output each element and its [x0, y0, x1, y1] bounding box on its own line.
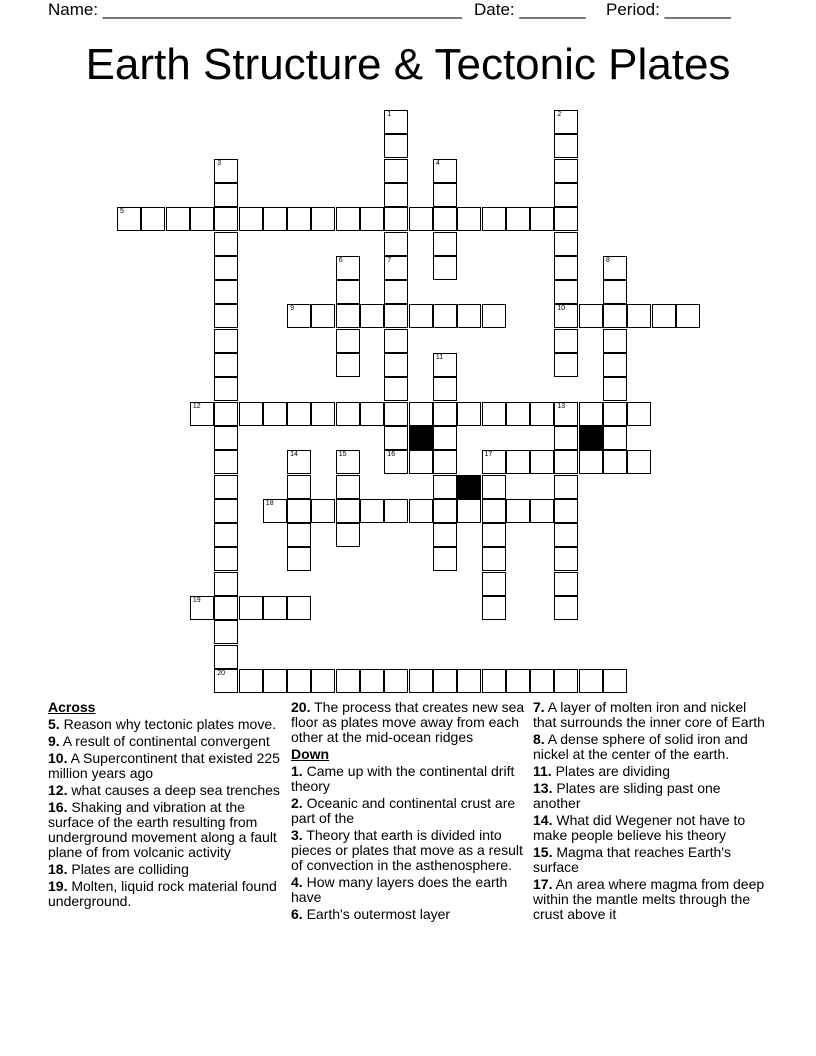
name-field[interactable]: Name: ______________________________________: [48, 0, 463, 19]
grid-cell[interactable]: [239, 402, 263, 426]
clue-item: [48, 751, 284, 781]
grid-cell[interactable]: [433, 232, 457, 256]
grid-cell[interactable]: [263, 402, 287, 426]
clue-num: 6.: [291, 906, 303, 922]
clue-num: 18.: [48, 861, 68, 877]
grid-cell[interactable]: [554, 256, 578, 280]
grid-cell[interactable]: [214, 547, 238, 571]
grid-cell[interactable]: [311, 207, 335, 231]
clue-num: 19.: [48, 878, 68, 894]
clue-text: A result of continental convergent: [59, 733, 270, 749]
grid-cell[interactable]: [214, 353, 238, 377]
grid-cell[interactable]: [554, 159, 578, 183]
grid-cell[interactable]: [287, 669, 311, 693]
grid-cell[interactable]: [287, 402, 311, 426]
clue-number: 2: [557, 111, 562, 118]
grid-cell[interactable]: [336, 207, 360, 231]
grid-cell[interactable]: [336, 450, 360, 474]
clue-item: [533, 813, 769, 843]
grid-cell[interactable]: [214, 499, 238, 523]
clue-item: [291, 875, 527, 905]
grid-cell[interactable]: [603, 304, 627, 328]
grid-cell[interactable]: [433, 499, 457, 523]
grid-cell[interactable]: [603, 280, 627, 304]
grid-cell[interactable]: [214, 280, 238, 304]
clue-num: 5.: [48, 716, 60, 732]
grid-cell[interactable]: [530, 450, 554, 474]
clues-column-2: [291, 700, 527, 924]
grid-cell[interactable]: [433, 475, 457, 499]
clue-num: 13.: [533, 780, 553, 796]
clue-number: 16: [387, 451, 396, 459]
clue-item: [48, 862, 284, 877]
clue-text: A dense sphere of solid iron and nickel at the center of the earth.: [533, 731, 748, 762]
grid-cell[interactable]: [433, 377, 457, 401]
clue-num: 8.: [533, 731, 545, 747]
grid-cell[interactable]: [214, 572, 238, 596]
grid-cell[interactable]: [482, 523, 506, 547]
grid-cell[interactable]: [214, 475, 238, 499]
grid-cell[interactable]: [554, 232, 578, 256]
clue-num: 11.: [533, 763, 552, 779]
clue-item: [291, 796, 527, 826]
grid-cell[interactable]: [384, 402, 408, 426]
grid-cell[interactable]: [214, 207, 238, 231]
grid-cell[interactable]: [579, 450, 603, 474]
grid-cell[interactable]: [214, 645, 238, 669]
grid-cell[interactable]: [433, 256, 457, 280]
grid-cell[interactable]: [384, 256, 408, 280]
clue-num: 1.: [291, 763, 303, 779]
grid-cell[interactable]: [360, 402, 384, 426]
grid-cell[interactable]: [239, 669, 263, 693]
clue-item: [533, 845, 769, 875]
grid-cell[interactable]: [676, 304, 700, 328]
grid-cell[interactable]: [336, 499, 360, 523]
grid-cell[interactable]: [214, 304, 238, 328]
clue-item: [533, 700, 769, 730]
grid-cell[interactable]: [214, 256, 238, 280]
grid-cell[interactable]: [287, 523, 311, 547]
grid-cell[interactable]: [409, 402, 433, 426]
black-square: [457, 475, 481, 499]
grid-cell[interactable]: [457, 669, 481, 693]
grid-cell[interactable]: [603, 450, 627, 474]
grid-cell[interactable]: [287, 499, 311, 523]
grid-cell[interactable]: [336, 329, 360, 353]
grid-cell[interactable]: [214, 523, 238, 547]
grid-cell[interactable]: [263, 596, 287, 620]
grid-cell[interactable]: [554, 499, 578, 523]
clue-number: 13: [557, 402, 566, 410]
clue-item: [291, 828, 527, 873]
clue-item: [48, 717, 284, 732]
clue-item: [533, 764, 769, 779]
grid-cell[interactable]: [433, 547, 457, 571]
grid-cell[interactable]: [287, 450, 311, 474]
grid-cell[interactable]: [603, 669, 627, 693]
grid-cell[interactable]: [336, 304, 360, 328]
clue-number: 9: [290, 305, 294, 313]
grid-cell[interactable]: [603, 426, 627, 450]
clue-number: 15: [338, 451, 347, 459]
grid-cell[interactable]: [554, 304, 578, 328]
clue-text: A Supercontinent that existed 225 million years ago: [48, 750, 280, 781]
clue-number: 8: [606, 256, 610, 264]
grid-cell[interactable]: [603, 256, 627, 280]
grid-cell[interactable]: [433, 207, 457, 231]
grid-cell[interactable]: [384, 377, 408, 401]
grid-cell[interactable]: [360, 207, 384, 231]
grid-cell[interactable]: [457, 304, 481, 328]
clues-column-3: [533, 700, 769, 924]
grid-cell[interactable]: [336, 402, 360, 426]
clue-num: 12.: [48, 782, 68, 798]
clue-text: Came up with the continental drift theory: [291, 763, 515, 794]
grid-cell[interactable]: [506, 450, 530, 474]
grid-cell[interactable]: [214, 450, 238, 474]
grid-cell[interactable]: [263, 499, 287, 523]
clue-number: 20: [217, 669, 225, 677]
grid-cell[interactable]: [287, 596, 311, 620]
clue-heading: Down: [291, 746, 330, 762]
clue-item: [291, 764, 527, 794]
clue-num: 9.: [48, 733, 60, 749]
clue-number: 3: [217, 159, 222, 167]
grid-cell[interactable]: [482, 304, 506, 328]
grid-cell[interactable]: [384, 159, 408, 183]
page-title: Earth Structure & Tectonic Plates: [85, 40, 731, 89]
grid-cell[interactable]: [482, 450, 506, 474]
clue-text: Reason why tectonic plates move.: [59, 716, 277, 732]
clue-number: 18: [265, 499, 274, 507]
clue-text: What did Wegener not have to make people believe his theory: [533, 812, 746, 843]
grid-cell[interactable]: [627, 304, 651, 328]
grid-cell[interactable]: [214, 620, 238, 644]
grid-cell[interactable]: [554, 426, 578, 450]
grid-cell[interactable]: [433, 159, 457, 183]
grid-cell[interactable]: [433, 669, 457, 693]
grid-cell[interactable]: [530, 207, 554, 231]
grid-cell[interactable]: [287, 207, 311, 231]
grid-cell[interactable]: [214, 183, 238, 207]
clue-item: [533, 781, 769, 811]
clue-text: Shaking and vibration at the surface of the earth resulting from underground movement along a fault plane of from volcanic activity: [48, 799, 277, 860]
clue-item: [533, 732, 769, 762]
clue-num: 16.: [48, 799, 68, 815]
grid-cell[interactable]: [384, 450, 408, 474]
grid-cell[interactable]: [214, 426, 238, 450]
clue-text: Theory that earth is divided into pieces or plates that move as a result of convection in the asthenosphere.: [291, 827, 523, 873]
clue-item: [48, 783, 284, 798]
grid-cell[interactable]: [214, 402, 238, 426]
grid-cell[interactable]: [384, 134, 408, 158]
grid-cell[interactable]: [482, 572, 506, 596]
grid-cell[interactable]: [530, 402, 554, 426]
grid-cell[interactable]: [360, 499, 384, 523]
grid-cell[interactable]: [554, 450, 578, 474]
grid-cell[interactable]: [214, 232, 238, 256]
grid-cell[interactable]: [336, 280, 360, 304]
clue-item: [291, 700, 527, 745]
grid-cell[interactable]: [336, 669, 360, 693]
clue-num: 17.: [533, 876, 553, 892]
grid-cell[interactable]: [457, 402, 481, 426]
grid-cell[interactable]: [603, 377, 627, 401]
grid-cell[interactable]: [336, 353, 360, 377]
clues-column-1: [48, 700, 284, 911]
grid-cell[interactable]: [554, 353, 578, 377]
grid-cell[interactable]: [433, 353, 457, 377]
grid-cell[interactable]: [482, 596, 506, 620]
grid-cell[interactable]: [214, 669, 238, 693]
grid-cell[interactable]: [554, 523, 578, 547]
grid-cell[interactable]: [287, 304, 311, 328]
grid-cell[interactable]: [554, 475, 578, 499]
clue-number: 4: [435, 159, 440, 167]
grid-cell[interactable]: [239, 207, 263, 231]
grid-cell[interactable]: [409, 207, 433, 231]
grid-cell[interactable]: [482, 499, 506, 523]
grid-cell[interactable]: [554, 572, 578, 596]
grid-cell[interactable]: [457, 207, 481, 231]
grid-cell[interactable]: [579, 669, 603, 693]
grid-cell[interactable]: [311, 304, 335, 328]
clue-text: Earth's outermost layer: [302, 906, 451, 922]
grid-cell[interactable]: [482, 547, 506, 571]
grid-cell[interactable]: [311, 402, 335, 426]
period-field[interactable]: Period: _______: [606, 0, 731, 19]
grid-cell[interactable]: [336, 523, 360, 547]
grid-cell[interactable]: [603, 329, 627, 353]
clue-number: 1: [387, 111, 392, 118]
clue-num: 20.: [291, 699, 311, 715]
clue-number: 6: [338, 256, 343, 264]
clue-text: How many layers does the earth have: [291, 874, 508, 905]
grid-cell[interactable]: [554, 207, 578, 231]
grid-cell[interactable]: [214, 159, 238, 183]
grid-cell[interactable]: [190, 207, 214, 231]
grid-cell[interactable]: [554, 280, 578, 304]
grid-cell[interactable]: [409, 450, 433, 474]
grid-cell[interactable]: [506, 402, 530, 426]
grid-cell[interactable]: [239, 596, 263, 620]
clue-text: The process that creates new sea floor as plates move away from each other at the mid-ocean ridges: [291, 699, 525, 745]
clue-item: [291, 907, 527, 922]
grid-cell[interactable]: [433, 304, 457, 328]
grid-cell[interactable]: [554, 183, 578, 207]
grid-cell[interactable]: [554, 110, 578, 134]
grid-cell[interactable]: [384, 280, 408, 304]
grid-cell[interactable]: [166, 207, 190, 231]
grid-cell[interactable]: [433, 402, 457, 426]
clue-num: 2.: [291, 795, 303, 811]
clue-text: Plates are colliding: [67, 861, 189, 877]
grid-cell[interactable]: [214, 377, 238, 401]
clue-num: 14.: [533, 812, 553, 828]
grid-cell[interactable]: [336, 256, 360, 280]
clue-number: 17: [484, 451, 493, 459]
clue-text: Plates are dividing: [551, 763, 670, 779]
grid-cell[interactable]: [214, 596, 238, 620]
grid-cell[interactable]: [482, 669, 506, 693]
grid-cell[interactable]: [384, 183, 408, 207]
clue-number: 10: [557, 305, 566, 313]
grid-cell[interactable]: [287, 547, 311, 571]
grid-cell[interactable]: [530, 499, 554, 523]
grid-cell[interactable]: [384, 353, 408, 377]
grid-cell[interactable]: [627, 402, 651, 426]
grid-cell[interactable]: [117, 207, 141, 231]
clue-text: Oceanic and continental crust are part of the: [291, 795, 516, 826]
grid-cell[interactable]: [506, 499, 530, 523]
clue-number: 12: [192, 402, 201, 410]
grid-cell[interactable]: [457, 499, 481, 523]
black-square: [579, 426, 603, 450]
grid-cell[interactable]: [554, 402, 578, 426]
grid-cell[interactable]: [311, 669, 335, 693]
grid-cell[interactable]: [579, 402, 603, 426]
grid-cell[interactable]: [409, 669, 433, 693]
clue-item: [533, 877, 769, 922]
grid-cell[interactable]: [652, 304, 676, 328]
grid-cell[interactable]: [554, 669, 578, 693]
grid-cell[interactable]: [384, 110, 408, 134]
grid-cell[interactable]: [554, 329, 578, 353]
clue-item: [48, 734, 284, 749]
date-field[interactable]: Date: _______: [474, 0, 586, 19]
grid-cell[interactable]: [263, 207, 287, 231]
grid-cell[interactable]: [287, 475, 311, 499]
clue-item: [48, 879, 284, 909]
grid-cell[interactable]: [579, 304, 603, 328]
grid-cell[interactable]: [433, 523, 457, 547]
grid-cell[interactable]: [603, 353, 627, 377]
clue-text: A layer of molten iron and nickel that surrounds the inner core of Earth: [533, 699, 765, 730]
grid-cell[interactable]: [482, 402, 506, 426]
grid-cell[interactable]: [360, 304, 384, 328]
grid-cell[interactable]: [384, 426, 408, 450]
grid-cell[interactable]: [554, 134, 578, 158]
clue-text: what causes a deep sea trenches: [67, 782, 280, 798]
clue-number: 14: [290, 451, 298, 459]
grid-cell[interactable]: [506, 669, 530, 693]
clue-text: An area where magma from deep within the mantle melts through the crust above it: [533, 876, 765, 922]
grid-cell[interactable]: [554, 596, 578, 620]
grid-cell[interactable]: [554, 547, 578, 571]
grid-cell[interactable]: [530, 669, 554, 693]
black-square: [409, 426, 433, 450]
clue-num: 7.: [533, 699, 545, 715]
grid-cell[interactable]: [190, 402, 214, 426]
grid-cell[interactable]: [384, 329, 408, 353]
grid-cell[interactable]: [409, 304, 433, 328]
grid-cell[interactable]: [482, 475, 506, 499]
grid-cell[interactable]: [433, 450, 457, 474]
clue-num: 4.: [291, 874, 303, 890]
clue-number: 7: [387, 256, 392, 264]
grid-cell[interactable]: [482, 207, 506, 231]
grid-cell[interactable]: [190, 596, 214, 620]
grid-cell[interactable]: [433, 426, 457, 450]
clue-number: 19: [192, 597, 201, 604]
grid-cell[interactable]: [263, 669, 287, 693]
clue-number: 11: [435, 354, 444, 361]
grid-cell[interactable]: [384, 669, 408, 693]
grid-cell[interactable]: [384, 304, 408, 328]
clue-heading: Across: [48, 699, 96, 715]
grid-cell[interactable]: [384, 499, 408, 523]
clue-text: Magma that reaches Earth's surface: [533, 844, 732, 875]
clue-text: Plates are sliding past one another: [533, 780, 721, 811]
grid-cell[interactable]: [603, 402, 627, 426]
grid-cell[interactable]: [506, 207, 530, 231]
grid-cell[interactable]: [141, 207, 165, 231]
grid-cell[interactable]: [384, 232, 408, 256]
clue-number: 5: [120, 208, 124, 216]
clue-num: 10.: [48, 750, 68, 766]
grid-cell[interactable]: [336, 475, 360, 499]
grid-cell[interactable]: [409, 499, 433, 523]
grid-cell[interactable]: [311, 499, 335, 523]
clue-num: 3.: [291, 827, 303, 843]
grid-cell[interactable]: [360, 669, 384, 693]
clue-item: [48, 800, 284, 860]
clue-num: 15.: [533, 844, 553, 860]
clue-text: Molten, liquid rock material found underground.: [48, 878, 277, 909]
grid-cell[interactable]: [384, 207, 408, 231]
grid-cell[interactable]: [214, 329, 238, 353]
grid-cell[interactable]: [627, 450, 651, 474]
grid-cell[interactable]: [433, 183, 457, 207]
